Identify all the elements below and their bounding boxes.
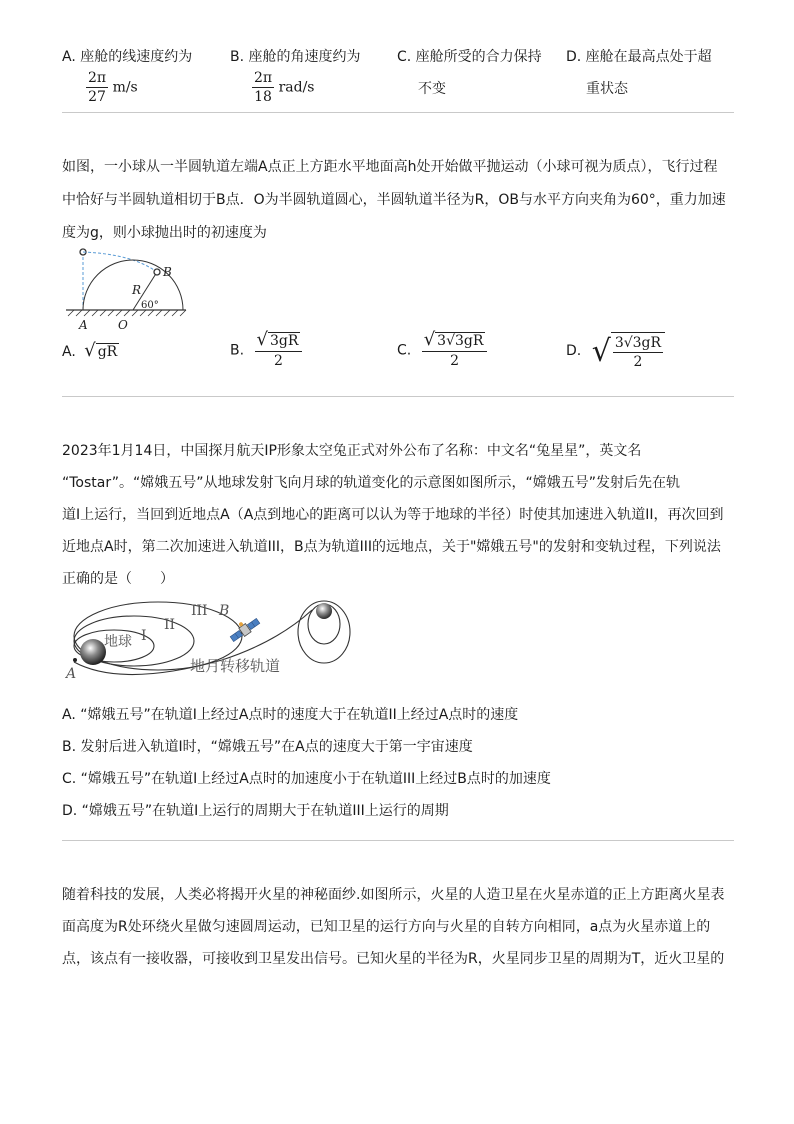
sqrt-icon: √ bbox=[84, 340, 96, 361]
q2-label-b: B bbox=[163, 265, 172, 279]
q1-b-unit: rad/s bbox=[278, 79, 315, 96]
q2-option-c-num: 3√3gR bbox=[437, 333, 484, 349]
q3-label-a: A bbox=[66, 666, 77, 682]
q2-label-o: O bbox=[118, 318, 128, 332]
q2-label-a: A bbox=[79, 318, 88, 332]
q3-label-transfer-orbit: 地月转移轨道 bbox=[190, 657, 281, 675]
q2-stem-line-1: 如图，一小球从一半圆轨道左端A点正上方距水平地面高h处开始做平抛运动（小球可视为质点），飞行过程 bbox=[62, 159, 718, 175]
satellite-icon bbox=[227, 613, 261, 643]
q4-stem-line-1: 随着科技的发展，人类必将揭开火星的神秘面纱.如图所示，火星的人造卫星在火星赤道的正上方距离火星表 bbox=[62, 887, 725, 903]
q2-figure-semicircle-track bbox=[62, 246, 192, 334]
q3-option-b: B. 发射后进入轨道I时，“嫦娥五号”在A点的速度大于第一宇宙速度 bbox=[62, 739, 473, 755]
q2-option-c bbox=[397, 329, 487, 369]
q2-option-b-den: 2 bbox=[274, 353, 283, 369]
q2-option-d bbox=[566, 332, 665, 370]
q2-ground-hatching bbox=[68, 310, 186, 316]
q1-a-unit: m/s bbox=[112, 79, 138, 96]
q2-option-b bbox=[230, 329, 302, 369]
q1-option-d bbox=[566, 46, 712, 66]
q1-option-a-formula bbox=[86, 70, 138, 105]
moon-icon bbox=[316, 603, 332, 619]
q2-option-b-label: B. bbox=[230, 342, 245, 359]
q3-stem-line-2: “Tostar”。“嫦娥五号”从地球发射飞向月球的轨道变化的示意图如图所示，“嫦娥五号”发射后先在轨 bbox=[62, 475, 680, 491]
q1-option-a bbox=[62, 46, 192, 66]
q1-a-numerator: 2π bbox=[88, 70, 107, 86]
q3-figure-orbits bbox=[62, 594, 362, 684]
q2-option-a-label: A. bbox=[62, 344, 76, 360]
q2-option-d-num: 3√3gR bbox=[614, 335, 662, 351]
q4-stem-line-3: 点，该点有一接收器，可接收到卫星发出信号。已知火星的半径为R，火星同步卫星的周期为T，近火卫星的 bbox=[62, 951, 725, 967]
q1-option-d-text: D. 座舱在最高点处于超 bbox=[566, 49, 712, 65]
q3-label-b: B bbox=[219, 603, 230, 619]
q2-option-b-num: 3gR bbox=[270, 333, 299, 349]
q1-option-b-text: B. 座舱的角速度约为 bbox=[230, 49, 361, 65]
q3-stem-line-4: 近地点A时，第二次加速进入轨道III，B点为轨道III的远地点，关于"嫦娥五号"的发射和变轨过程，下列说法 bbox=[62, 539, 721, 555]
q2-stem-line-3: 度为g，则小球抛出时的初速度为 bbox=[62, 225, 267, 241]
q1-option-c-text-2: 不变 bbox=[418, 81, 446, 97]
q2-option-d-den: 2 bbox=[633, 354, 643, 370]
q1-option-b-formula bbox=[252, 70, 314, 105]
q1-option-b bbox=[230, 46, 361, 66]
divider-3 bbox=[62, 840, 734, 841]
q2-label-angle: 60° bbox=[141, 300, 159, 311]
q1-a-denominator: 27 bbox=[88, 89, 106, 105]
q1-b-denominator: 18 bbox=[254, 89, 272, 105]
q2-option-a bbox=[62, 340, 119, 361]
q2-stem-line-2: 中恰好与半圆轨道相切于B点．O为半圆轨道圆心，半圆轨道半径为R，OB与水平方向夹角为60°，重力加速 bbox=[62, 192, 726, 208]
q3-label-orbit-iii: III bbox=[191, 603, 208, 619]
big-sqrt-icon: √ bbox=[591, 333, 611, 369]
q2-option-c-den: 2 bbox=[450, 353, 460, 369]
q2-option-a-expr: gR bbox=[97, 344, 118, 360]
q1-option-c bbox=[397, 46, 542, 66]
q1-option-c-text: C. 座舱所受的合力保持 bbox=[397, 49, 542, 65]
q3-option-d: D. “嫦娥五号”在轨道I上运行的周期大于在轨道III上运行的周期 bbox=[62, 803, 449, 819]
q2-option-c-label: C. bbox=[397, 342, 412, 359]
q1-b-numerator: 2π bbox=[254, 70, 273, 86]
q2-label-r: R bbox=[132, 283, 142, 297]
q1-option-d-text-2: 重状态 bbox=[586, 81, 628, 97]
q3-point-a bbox=[73, 658, 77, 662]
earth-icon bbox=[80, 639, 106, 665]
divider-2 bbox=[62, 396, 734, 397]
q3-stem-line-1: 2023年1月14日，中国探月航天IP形象太空兔正式对外公布了名称：中文名“兔星星”，英文名 bbox=[62, 443, 642, 459]
q3-stem-line-5: 正确的是（ ） bbox=[62, 571, 174, 587]
q3-option-a: A. “嫦娥五号”在轨道I上经过A点时的速度大于在轨道II上经过A点时的速度 bbox=[62, 707, 519, 723]
q3-option-c: C. “嫦娥五号”在轨道I上经过A点时的加速度小于在轨道III上经过B点时的加速度 bbox=[62, 771, 551, 787]
q1-option-a-text: A. 座舱的线速度约为 bbox=[62, 49, 193, 65]
q3-label-orbit-ii: II bbox=[164, 617, 176, 633]
q3-stem-line-3: 道I上运行，当回到近地点A（A点到地心的距离可以认为等于地球的半径）时使其加速进入轨道II，再次回到 bbox=[62, 507, 724, 523]
sqrt-icon: √ bbox=[423, 329, 436, 350]
q3-label-earth: 地球 bbox=[104, 634, 132, 650]
sqrt-icon: √ bbox=[256, 329, 268, 350]
q3-label-orbit-i: I bbox=[141, 628, 147, 644]
q2-point-b-icon bbox=[154, 269, 160, 275]
q4-stem-line-2: 面高度为R处环绕火星做匀速圆周运动，已知卫星的运行方向与火星的自转方向相同，a点为火星赤道上的 bbox=[62, 919, 711, 935]
q2-option-d-label: D. bbox=[566, 343, 582, 359]
divider-1 bbox=[62, 112, 734, 113]
